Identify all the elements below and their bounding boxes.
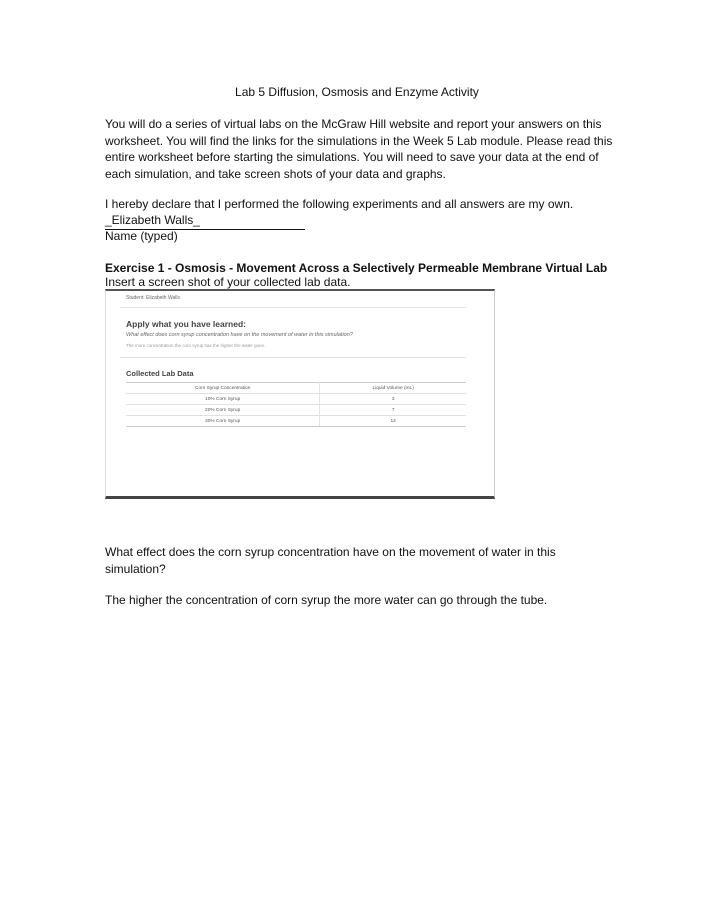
answer-text: The higher the concentration of corn syrup the more water can go through the tube. xyxy=(105,593,548,607)
table-cell: 12 xyxy=(320,416,466,427)
declaration-text: I hereby declare that I performed the following experiments and all answers are my own. xyxy=(105,197,574,211)
table-header-cell: Liquid Volume (mL) xyxy=(320,383,466,394)
table-row xyxy=(126,416,466,427)
table-cell: 30% Corn Syrup xyxy=(126,416,320,427)
screenshot-divider xyxy=(120,357,466,358)
table-cell: 10% Corn Syrup xyxy=(126,394,320,405)
screenshot-collected-heading: Collected Lab Data xyxy=(126,369,194,378)
screenshot-divider xyxy=(120,307,466,308)
table-row xyxy=(126,394,466,405)
table-cell: 20% Corn Syrup xyxy=(126,405,320,416)
table-header-row xyxy=(126,383,466,394)
screenshot-student-line: Student: Elizabeth Walls xyxy=(126,295,181,301)
question-text: What effect does the corn syrup concentration have on the movement of water in this simulation? xyxy=(105,545,556,576)
lab-data-screenshot xyxy=(105,289,495,499)
table-cell: 3 xyxy=(320,394,466,405)
collected-data-table xyxy=(126,382,466,427)
name-label: Name (typed) xyxy=(105,229,178,243)
table-header-cell: Corn Syrup Concentration xyxy=(126,383,320,394)
screenshot-apply-heading: Apply what you have learned: xyxy=(126,319,246,329)
table-cell: 7 xyxy=(320,405,466,416)
exercise-instruction: Insert a screen shot of your collected lab data. xyxy=(105,275,351,289)
intro-paragraph: You will do a series of virtual labs on the McGraw Hill website and report your answers on this worksheet. You will find the links for the simulations in the Week 5 Lab module. Please read this entire worksheet before starting the simulations. You will need to save your data at the end of each simulation, and take screen shots of your data and graphs. xyxy=(105,117,613,181)
screenshot-apply-answer: The more concentration the corn syrup has the higher the water goes. xyxy=(126,343,266,348)
typed-name: _Elizabeth Walls_ xyxy=(105,212,305,230)
table-row xyxy=(126,405,466,416)
screenshot-apply-question: What effect does corn syrup concentration have on the movement of water in this simulation? xyxy=(126,332,353,338)
exercise-heading: Exercise 1 - Osmosis - Movement Across a Selectively Permeable Membrane Virtual Lab xyxy=(105,261,608,275)
page-title: Lab 5 Diffusion, Osmosis and Enzyme Activity xyxy=(235,85,479,99)
